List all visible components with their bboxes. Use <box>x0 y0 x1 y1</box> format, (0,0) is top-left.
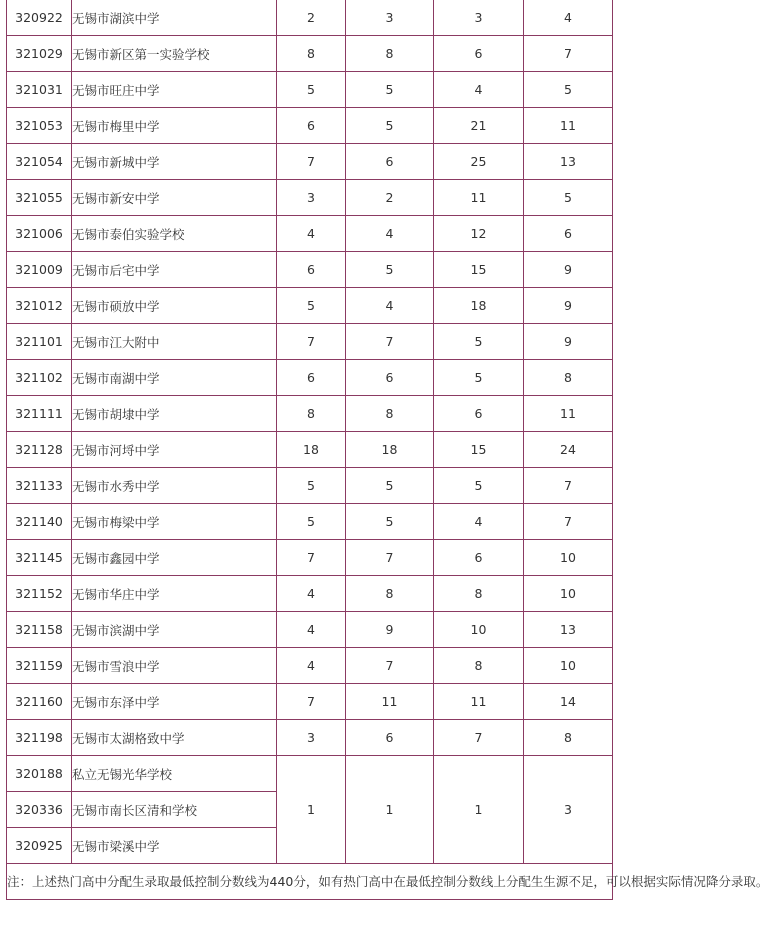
school-code: 321031 <box>7 72 72 108</box>
school-code: 321055 <box>7 180 72 216</box>
quota-value-col2: 2 <box>346 180 434 216</box>
quota-value-col1: 2 <box>277 0 346 36</box>
quota-value-col1: 4 <box>277 576 346 612</box>
quota-value-col3: 8 <box>434 576 524 612</box>
quota-value-col1: 7 <box>277 540 346 576</box>
school-name: 无锡市南长区清和学校 <box>72 792 277 828</box>
quota-value-col2: 8 <box>346 36 434 72</box>
quota-value-col2: 9 <box>346 612 434 648</box>
quota-value-col2: 7 <box>346 324 434 360</box>
quota-value-col2: 6 <box>346 144 434 180</box>
quota-value-col3: 5 <box>434 468 524 504</box>
school-name: 无锡市河埒中学 <box>72 432 277 468</box>
quota-value-col4: 10 <box>524 648 613 684</box>
table-row <box>7 360 613 396</box>
school-name: 无锡市滨湖中学 <box>72 612 277 648</box>
quota-value-col3: 12 <box>434 216 524 252</box>
quota-value-col1: 4 <box>277 612 346 648</box>
quota-value-col4: 7 <box>524 36 613 72</box>
school-code: 320336 <box>7 792 72 828</box>
quota-value-col4: 5 <box>524 72 613 108</box>
school-name: 无锡市梁溪中学 <box>72 828 277 864</box>
school-code: 320188 <box>7 756 72 792</box>
school-code: 321158 <box>7 612 72 648</box>
quota-value-col1: 7 <box>277 324 346 360</box>
merged-quota-value-col2: 1 <box>346 756 434 864</box>
school-name: 无锡市旺庄中学 <box>72 72 277 108</box>
quota-value-col1: 8 <box>277 396 346 432</box>
quota-value-col4: 7 <box>524 468 613 504</box>
quota-value-col1: 7 <box>277 144 346 180</box>
quota-value-col2: 4 <box>346 288 434 324</box>
table-body <box>7 0 768 900</box>
admission-quota-table <box>6 0 768 900</box>
school-name: 无锡市太湖格致中学 <box>72 720 277 756</box>
note-row <box>7 864 613 900</box>
quota-value-col4: 13 <box>524 144 613 180</box>
quota-value-col3: 5 <box>434 360 524 396</box>
quota-value-col1: 4 <box>277 648 346 684</box>
table-row <box>7 252 613 288</box>
school-code: 321054 <box>7 144 72 180</box>
school-name: 无锡市水秀中学 <box>72 468 277 504</box>
quota-value-col2: 5 <box>346 108 434 144</box>
quota-value-col4: 13 <box>524 612 613 648</box>
quota-value-col1: 5 <box>277 504 346 540</box>
table-row <box>7 648 613 684</box>
school-name: 无锡市后宅中学 <box>72 252 277 288</box>
school-code: 321159 <box>7 648 72 684</box>
footnote: 注：上述热门高中分配生录取最低控制分数线为440分，如有热门高中在最低控制分数线上分配生生源不足，可以根据实际情况降分录取。 <box>7 864 613 900</box>
table-row <box>7 180 613 216</box>
school-name: 无锡市华庄中学 <box>72 576 277 612</box>
quota-value-col2: 7 <box>346 540 434 576</box>
quota-value-col4: 9 <box>524 288 613 324</box>
quota-value-col3: 5 <box>434 324 524 360</box>
school-name: 无锡市鑫园中学 <box>72 540 277 576</box>
school-name: 无锡市南湖中学 <box>72 360 277 396</box>
school-name: 无锡市新区第一实验学校 <box>72 36 277 72</box>
quota-value-col3: 11 <box>434 684 524 720</box>
school-name: 无锡市胡埭中学 <box>72 396 277 432</box>
quota-value-col2: 8 <box>346 576 434 612</box>
quota-value-col2: 3 <box>346 0 434 36</box>
quota-value-col3: 21 <box>434 108 524 144</box>
school-name: 私立无锡光华学校 <box>72 756 277 792</box>
quota-value-col2: 8 <box>346 396 434 432</box>
school-code: 321140 <box>7 504 72 540</box>
school-code: 321145 <box>7 540 72 576</box>
school-code: 321053 <box>7 108 72 144</box>
school-code: 321009 <box>7 252 72 288</box>
table-row-merged <box>7 756 613 792</box>
quota-value-col1: 5 <box>277 72 346 108</box>
school-code: 320922 <box>7 0 72 36</box>
table-row <box>7 288 613 324</box>
table-row <box>7 72 613 108</box>
school-code: 321111 <box>7 396 72 432</box>
merged-quota-value-col1: 1 <box>277 756 346 864</box>
quota-value-col1: 6 <box>277 360 346 396</box>
school-name: 无锡市梅梁中学 <box>72 504 277 540</box>
quota-value-col1: 3 <box>277 720 346 756</box>
quota-value-col3: 4 <box>434 72 524 108</box>
quota-value-col3: 25 <box>434 144 524 180</box>
table-row <box>7 504 613 540</box>
quota-value-col3: 6 <box>434 540 524 576</box>
school-code: 321006 <box>7 216 72 252</box>
table-row <box>7 576 613 612</box>
quota-value-col4: 14 <box>524 684 613 720</box>
quota-value-col4: 8 <box>524 360 613 396</box>
quota-value-col3: 15 <box>434 432 524 468</box>
school-name: 无锡市江大附中 <box>72 324 277 360</box>
quota-value-col4: 6 <box>524 216 613 252</box>
quota-value-col2: 7 <box>346 648 434 684</box>
quota-value-col2: 6 <box>346 720 434 756</box>
quota-value-col1: 5 <box>277 288 346 324</box>
quota-value-col2: 6 <box>346 360 434 396</box>
table-row <box>7 684 613 720</box>
quota-value-col3: 15 <box>434 252 524 288</box>
quota-value-col1: 7 <box>277 684 346 720</box>
school-name: 无锡市新安中学 <box>72 180 277 216</box>
school-name: 无锡市雪浪中学 <box>72 648 277 684</box>
quota-value-col4: 5 <box>524 180 613 216</box>
quota-value-col2: 5 <box>346 468 434 504</box>
school-code: 321012 <box>7 288 72 324</box>
quota-value-col4: 7 <box>524 504 613 540</box>
quota-value-col1: 6 <box>277 252 346 288</box>
table-row <box>7 720 613 756</box>
quota-value-col3: 6 <box>434 396 524 432</box>
quota-value-col1: 6 <box>277 108 346 144</box>
quota-value-col3: 10 <box>434 612 524 648</box>
quota-value-col2: 5 <box>346 504 434 540</box>
school-code: 321029 <box>7 36 72 72</box>
quota-value-col3: 18 <box>434 288 524 324</box>
table-row <box>7 612 613 648</box>
quota-value-col4: 24 <box>524 432 613 468</box>
table-row <box>7 36 613 72</box>
table-row <box>7 216 613 252</box>
quota-value-col1: 18 <box>277 432 346 468</box>
quota-value-col3: 6 <box>434 36 524 72</box>
quota-value-col1: 3 <box>277 180 346 216</box>
school-code: 321152 <box>7 576 72 612</box>
quota-value-col3: 3 <box>434 0 524 36</box>
school-code: 321133 <box>7 468 72 504</box>
quota-value-col4: 11 <box>524 396 613 432</box>
quota-value-col2: 11 <box>346 684 434 720</box>
school-name: 无锡市东泽中学 <box>72 684 277 720</box>
merged-quota-value-col3: 1 <box>434 756 524 864</box>
quota-value-col4: 11 <box>524 108 613 144</box>
table-row <box>7 468 613 504</box>
quota-value-col2: 4 <box>346 216 434 252</box>
quota-value-col1: 5 <box>277 468 346 504</box>
quota-value-col4: 8 <box>524 720 613 756</box>
table-row <box>7 396 613 432</box>
quota-value-col1: 8 <box>277 36 346 72</box>
school-name: 无锡市新城中学 <box>72 144 277 180</box>
table-row <box>7 432 613 468</box>
school-code: 321102 <box>7 360 72 396</box>
school-code: 320925 <box>7 828 72 864</box>
quota-value-col3: 7 <box>434 720 524 756</box>
merged-quota-value-col4: 3 <box>524 756 613 864</box>
school-name: 无锡市湖滨中学 <box>72 0 277 36</box>
quota-value-col4: 10 <box>524 576 613 612</box>
school-name: 无锡市泰伯实验学校 <box>72 216 277 252</box>
quota-value-col1: 4 <box>277 216 346 252</box>
school-code: 321198 <box>7 720 72 756</box>
quota-value-col4: 9 <box>524 252 613 288</box>
school-name: 无锡市梅里中学 <box>72 108 277 144</box>
table-row <box>7 108 613 144</box>
quota-value-col4: 9 <box>524 324 613 360</box>
quota-value-col3: 4 <box>434 504 524 540</box>
table-row <box>7 540 613 576</box>
school-name: 无锡市硕放中学 <box>72 288 277 324</box>
school-code: 321160 <box>7 684 72 720</box>
quota-value-col3: 11 <box>434 180 524 216</box>
school-code: 321101 <box>7 324 72 360</box>
quota-value-col2: 5 <box>346 72 434 108</box>
school-code: 321128 <box>7 432 72 468</box>
table-row <box>7 0 613 36</box>
table-row <box>7 144 613 180</box>
quota-value-col2: 18 <box>346 432 434 468</box>
quota-value-col4: 10 <box>524 540 613 576</box>
quota-value-col2: 5 <box>346 252 434 288</box>
quota-value-col3: 8 <box>434 648 524 684</box>
quota-value-col4: 4 <box>524 0 613 36</box>
table-row <box>7 324 613 360</box>
